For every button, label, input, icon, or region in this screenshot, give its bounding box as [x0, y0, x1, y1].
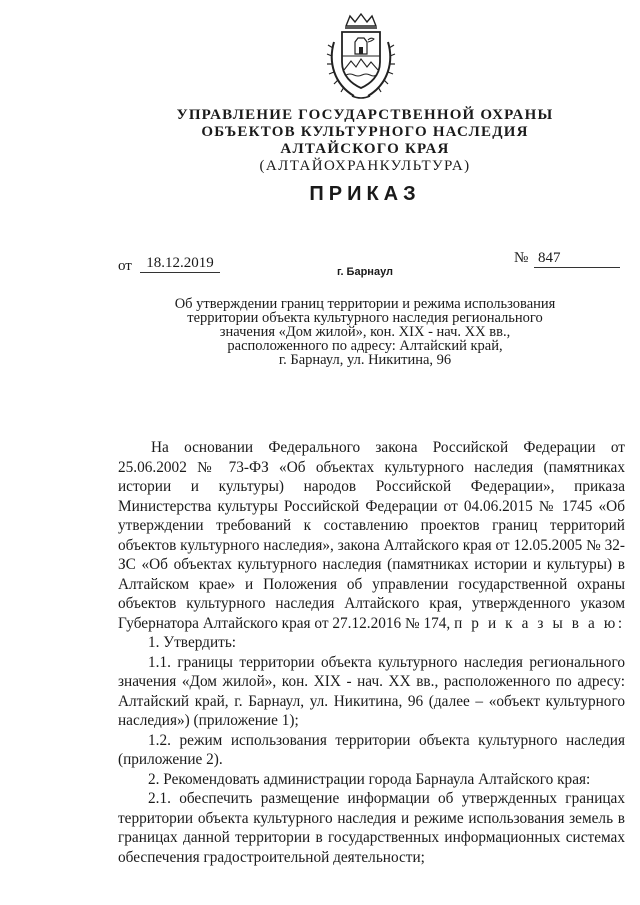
document-type-title: ПРИКАЗ	[309, 183, 421, 205]
document-body	[118, 438, 625, 867]
subject-line-4: расположенного по адресу: Алтайский край,	[227, 338, 503, 354]
organization-name-line-1: УПРАВЛЕНИЕ ГОСУДАРСТВЕННОЙ ОХРАНЫ	[176, 107, 554, 123]
preamble-paragraph	[118, 438, 625, 633]
subject-line-3: значения «Дом жилой», кон. XIX - нач. XX вв.,	[219, 324, 511, 340]
altai-krai-coat-of-arms-icon	[324, 12, 398, 102]
item-2-1: 2.1. обеспечить размещение информации об утвержденных границах территории объекта культурного наследия и режиме использования земель в границах данной территории в государственных информационных системах обеспечения градостроительной деятельности;	[118, 790, 625, 866]
date-prefix: от	[118, 258, 132, 274]
city-label: г. Барнаул	[336, 266, 394, 278]
organization-name-line-2: ОБЪЕКТОВ КУЛЬТУРНОГО НАСЛЕДИЯ	[201, 124, 529, 140]
document-number: 847	[534, 250, 620, 268]
organization-short-name: (АЛТАЙОХРАНКУЛЬТУРА)	[259, 158, 471, 174]
preamble-text: На основании Федерального закона Российской Федерации от 25.06.2002 № 73-ФЗ «Об объектах культурного наследия (памятниках истории и культуры) народов Российской Федерации», приказа Министерства культуры Российской Федерации от 04.06.2015 № 1745 «Об утверждении требований к составлению проектов границ территорий объектов культурного наследия», закона Алтайского края от 12.05.2005 № 32-ЗС «Об объектах культурного наследия (памятниках истории и культуры) в Алтайском крае» и Положения об управлении государственной охраны объектов культурного наследия Алтайского края, утвержденного указом Губернатора Алтайского края от 27.12.2016 № 174,	[118, 439, 625, 632]
organization-name-line-3: АЛТАЙСКОГО КРАЯ	[280, 141, 450, 157]
decree-word: п р и к а з ы в а ю:	[454, 614, 625, 632]
item-1-2: 1.2. режим использования территории объекта культурного наследия (приложение 2).	[118, 731, 625, 768]
document-date: 18.12.2019	[140, 255, 220, 273]
item-2: 2. Рекомендовать администрации города Барнаула Алтайского края:	[148, 770, 591, 788]
subject-line-5: г. Барнаул, ул. Никитина, 96	[278, 352, 452, 368]
document-subject	[120, 297, 610, 367]
number-prefix: №	[514, 250, 529, 266]
item-1-1: 1.1. границы территории объекта культурного наследия регионального значения «Дом жилой», кон. XIX - нач. XX вв., расположенного по адресу: Алтайский край, г. Барнаул, ул. Никитина, 96 (далее – «объект культурного наследия») (приложение 1);	[118, 653, 625, 729]
subject-line-2: территории объекта культурного наследия регионального	[187, 310, 543, 326]
item-1: 1. Утвердить:	[148, 634, 237, 651]
subject-line-1: Об утверждении границ территории и режима использования	[174, 296, 556, 312]
